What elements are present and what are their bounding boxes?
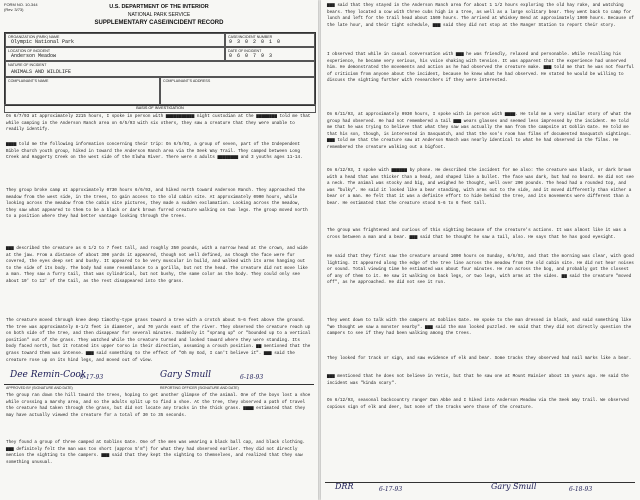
case-header-table xyxy=(4,32,316,106)
right-paragraph-4: On 6/12/93, I spoke with ▆▆▆▆▆▆ by phone. He described the incident for me also: The creature was black, or dark brown with a head that was thicker than a head, and shaped like a bullet. The face was dark, but had no beard. He did not see a neck. The animal was stocky and big, and weighed he thought, well over 200 pounds. The head had a rounded top, and was "bulky". He said it looked like a bear standing, with arms out to the side, and it moved differently than either a bear or a man. He felt that it was a definite effort to hide behind the tree, and its movements were different than a bear. He estimated that the creature stood 5-6 to 6 feet tall. xyxy=(327,168,637,206)
complainant-name-label: COMPLAINANT'S NAME xyxy=(8,79,49,83)
right-paragraph-10: On 6/12/93, seasonal backcountry ranger Dan Abbe and I hiked into Anderson Meadow via the Seek Way trail. We observed copious sign of elk and deer, but none of the tracks were those of the creature. xyxy=(327,398,632,410)
right-reporting-date: 6-18-93 xyxy=(569,486,593,493)
location-value: Anderson Meadow xyxy=(11,53,57,59)
nature-value: ANIMALS AND WILDLIFE xyxy=(11,69,72,75)
right-paragraph-6: He said that they first saw the creature around 1000 hours on Sunday, 6/6/93, and that the morning was clear, with good lighting. It appeared along the edge of the tree line across the meadow from the old cabin site. He did not hear noises or sound. Total viewing time he estimated was about four minutes. He ran across the bog, and probably got the closest of any of them to it. He saw it walking on back legs, or two legs, with arms at the sides. ▆▆ said the creature "moved off", as he approached. He did not see it run. xyxy=(327,254,637,286)
right-paragraph-3: On 6/11/93, at approximately 0930 hours, I spoke with in person with ▆▆▆▆. He told me a very similar story of what the group had observed. He had not remembered a tail ▆▆▆ wears glasses and seemed less impressed by the incident. He told me that he was trying to believe that what they saw was actually the man from the campsite at Goblin Gate. He told me that his son, though, is interested in Sasquatch, and that the son's room has films of documented Sasquatch sightings. ▆▆▆ told me that the creature saw at Anderson Ranch was nearly identical to what he had observed in the films. He remembered the creature walking out a bigfoot. xyxy=(327,112,634,150)
right-paragraph-2: I observed that while in casual conversation with ▆▆▆ he was friendly, relaxed and personable. While recalling his experience, he became very serious, his voice shaking with tension. It was apparent that the experience had unnerved him. He demonstrated the movements and action as he had observed the creature make. ▆▆▆ told me that he was not fearful of criticism from anyone about the incident, because he knew what he had observed. He stated he would be willing to discuss the sighting further with researchers if they were interested. xyxy=(327,52,637,84)
left-paragraph-2: ▆▆▆▆ told me the following information concerning their trip: On 6/5/93, a group of seven, part of the Independent Bible Church youth group, hiked in toward the Anderson Ranch area via the Seek Way Trail. They camped between Long Creek and Haggerty Creek on the west side of the Elwha River. There were 4 adults ▆▆▆▆▆▆▆▆ and 3 youths ages 11-14. xyxy=(6,142,303,161)
left-paragraph-5: The creature moved through knee deep timothy-type grass toward a tree with a crotch about 5-6 feet above the ground. The tree was approximately 8-1/2 feet in diameter, and 70 yards east of the river. They observed the creature reach up on both side of the tree, and then disappear for several minutes. Suddenly it "sprang up" or "bounded up to a vertical position" out of the grass. They watched while the creature turned and looked toward where they were standing. Its body faced north, but it rotated its upper torso in their direction, assuming a crouch position. ▆▆ mentioned that the grass toward them was intense. ▆▆▆ said something to the effect of "Oh my God, I can't believe it". ▆▆▆ said the creature rose up on its hind legs, and moved out of view. xyxy=(6,318,313,363)
org-value: Olympic National Park xyxy=(11,39,75,45)
left-report-page xyxy=(0,0,318,500)
service-title: NATIONAL PARK SERVICE xyxy=(127,12,191,18)
left-paragraph-3: They group broke camp at approximately 0730 hours 6/6/93, and hiked north toward Anderson Ranch. They approached the meadow from the west side, in the trees, to gain access to the old cabin site. At approximately 0900 hours, while looking across the meadow from the cabin site pictures, they made a sudden exclamation. Looking across the meadow, they saw what appeared to them to be a black or dark brown furred creature walking on two legs. The group moved north to a position where they had better vantage looking through the trees. xyxy=(6,188,311,220)
left-signature-line xyxy=(4,384,314,385)
department-title: U.S. DEPARTMENT OF THE INTERIOR xyxy=(109,4,209,10)
nature-label: NATURE OF INCIDENT xyxy=(8,63,47,67)
form-title: SUPPLEMENTARY CASE/INCIDENT RECORD xyxy=(94,20,224,26)
org-label: ORGANIZATION (PARK) NAME xyxy=(8,35,60,39)
case-number-cell xyxy=(225,33,315,47)
incident-date-cell xyxy=(225,47,315,61)
left-paragraph-6: The group ran down the hill toward the trees, hoping to get another glimpse of the animal. One of the boys lost a shoe while crossing a marshy area, and so the adults split up to find a shoe. At the tree, they observed a path of travel the creature had taken through the grass, but did not locate any tracks in the thick grass. ▆▆▆▆ estimated that they may have actually viewed the creature for a total of 30 to 35 seconds. xyxy=(6,393,313,418)
org-cell xyxy=(5,33,225,47)
right-report-page xyxy=(321,0,640,500)
left-paragraph-1: On 6/7/93 at approximately 2215 hours, I spoke in person with ▆▆▆▆▆▆▆▆▆▆▆ night custodian at the ▆▆▆▆▆▆▆▆ told me that while camping in the Anderson Ranch area on 6/5/93 with six others, they saw a creature that they were unable to readily identify. xyxy=(6,114,314,133)
left-reporting-date: 6-18-93 xyxy=(240,374,264,381)
left-approved-label: APPROVED BY (SIGNATURE AND DATE) xyxy=(6,386,73,390)
investigation-label: BASIS OF INVESTIGATION xyxy=(4,104,316,113)
case-number-value: 9 3 0 2 0 1 0 xyxy=(229,39,282,45)
complainant-address-cell xyxy=(160,77,315,105)
complainant-address-label: COMPLAINANT'S ADDRESS xyxy=(163,79,211,83)
right-paragraph-9: ▆▆▆ mentioned that he does not believe in Yetis, but that he saw one at Mount Rainier about 15 years ago. He said the incident was "kinda scary". xyxy=(327,374,632,386)
nature-cell xyxy=(5,61,315,77)
right-paragraph-1: ▆▆▆ said that they stayed in the Anderson Ranch area for about 1 1/2 hours exploring the old hay rake, and watching bears. They located a cow with three cubs high in a tree, as well as a large solitary bear. They went back to camp for lunch and left for the trail head about 1500 hours. The arrived at Whiskey Bend at approximately 1900 hours. Because of the late hour, and their tight schedule, ▆▆▆ said they did not stop at the Ranger Station to report their story. xyxy=(327,3,637,28)
right-approved-signature: DRR xyxy=(335,482,354,491)
left-approved-signature: Dee Remin-Cook xyxy=(10,370,87,380)
form-revision: (Rev. 3/73) xyxy=(4,7,24,12)
right-paragraph-8: They looked for track or sign, and saw evidence of elk and bear. Some tracks they observed had nail marks like a bear. xyxy=(327,356,632,361)
location-label: LOCATION OF INCIDENT xyxy=(8,49,51,53)
left-paragraph-4: ▆▆▆ described the creature as 6 1/2 to 7 feet tall, and roughly 350 pounds, with a narrow head at the crown, and wide at the jaw. From a distance of about 300 yards it appeared, though not well defined, as though the face were fur covered, the eyes deep set and bushy. It appeared to be very muscular in build, and walked with its arms hanging out to the side of its body. The body had some resemblance to a gorilla, but not the head. The creature did not move like a man. They saw a furry tail, that was cylindrical, but not bushy, the same color as the body. They could only see about 10' to 12' of the tail, as the rest disappeared into the grass. xyxy=(6,246,311,284)
right-paragraph-7: They went down to talk with the campers at Goblins Gate. He spoke to the man dressed in black, and said something like "We thought we saw a monster nearby". ▆▆▆ said the man looked puzzled. He said that they did not directly question the campers to see if they had been walking among the trees. xyxy=(327,318,634,337)
complainant-name-cell xyxy=(5,77,160,105)
left-reporting-label: REPORTING OFFICER (SIGNATURE AND DATE) xyxy=(160,386,239,390)
case-number-label: CASE/INCIDENT NUMBER xyxy=(228,35,273,39)
right-approved-date: 6-17-93 xyxy=(379,486,403,493)
incident-date-label: DATE OF INCIDENT xyxy=(228,49,262,53)
right-reporting-signature: Gary Smull xyxy=(491,482,537,491)
incident-date-value: 0 6 0 7 9 3 xyxy=(229,53,274,59)
location-cell xyxy=(5,47,225,61)
left-reporting-signature: Gary Smull xyxy=(160,370,212,380)
form-number: FORM NO. 10-344 xyxy=(4,2,38,7)
left-paragraph-7: They found a group of three camped at Goblins Gate. One of the men was wearing a black ball cap, and black clothing. ▆▆▆ definitely felt the man was too short (approx 5'8") for what they had observed earlier. They did not directly mention the sighting to the campers. ▆▆▆ said that they kept the sighting to themselves, and realized that they saw something unusual. xyxy=(6,440,308,465)
right-paragraph-5: The group was frightened and curious of this sighting because of the creature's actions. It was almost like it was a cross between a man and a bear. ▆▆▆ said that he thought he saw a tail, also. He says that he has good eyesight. xyxy=(327,228,629,240)
right-signature-line xyxy=(325,482,635,483)
left-approved-date: 6-17-93 xyxy=(80,374,104,381)
